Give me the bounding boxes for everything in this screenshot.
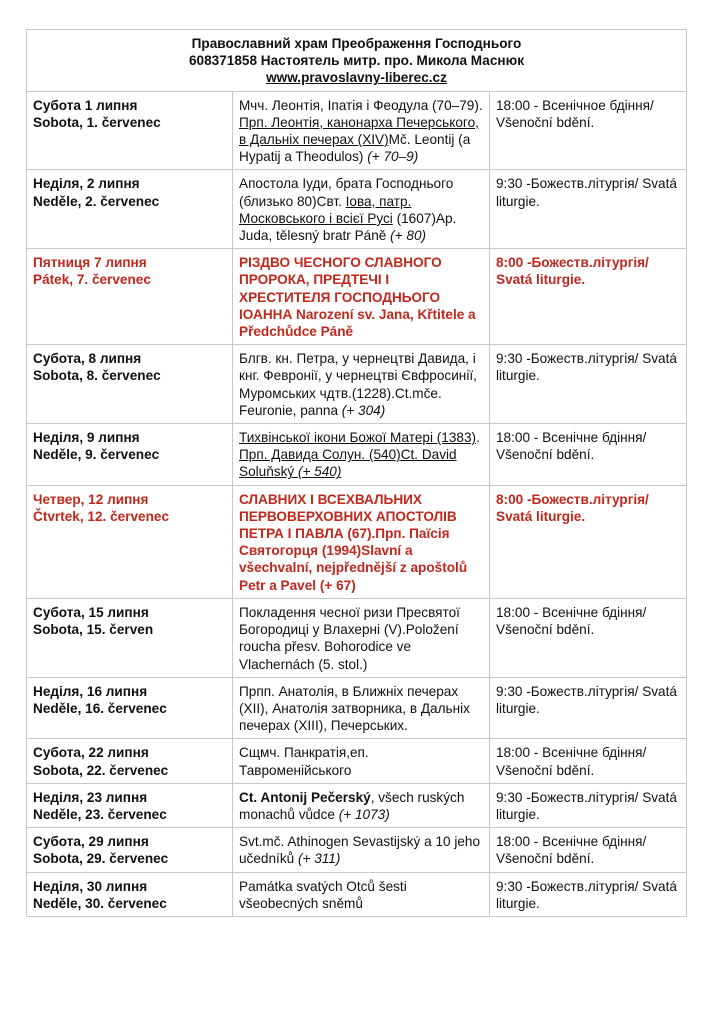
desc-year: (+ 70–9) (367, 149, 419, 165)
services-table (26, 29, 687, 917)
date-cell (27, 249, 233, 345)
desc-text: Památka svatých Otců šesti všeobecných sněmů (239, 878, 407, 911)
date-ua: Субота, 22 липня (33, 745, 149, 761)
date-cell (27, 170, 233, 249)
date-ua: Субота, 8 липня (33, 351, 142, 367)
date-cz: Neděle, 30. červenec (33, 895, 167, 911)
service-cell: 9:30 -Божеств.літургія/ Svatá liturgie. (490, 345, 687, 424)
date-cell (27, 345, 233, 424)
description-cell (233, 872, 490, 916)
date-cell (27, 424, 233, 486)
date-cz: Sobota, 8. červenec (33, 368, 161, 384)
date-ua: Пятниця 7 липня (33, 255, 147, 271)
desc-link: Прп. Леонтія, канонарха Печерського, в Дальніх печерах (XIV) (239, 114, 479, 148)
date-cz: Sobota, 1. červenec (33, 114, 161, 130)
desc-text: Svt.mč. Athinogen Sevastijský a 10 jeho učedníků (239, 834, 481, 867)
church-header (27, 30, 687, 92)
desc-text: (1607)Ap. Juda, tělesný bratr Páně (239, 210, 457, 244)
date-ua: Неділя, 30 липня (33, 878, 148, 894)
service-cell: 18:00 - Всенічне бдіння/ Všenoční bdění. (490, 739, 687, 783)
service-cell: 18:00 - Всенічне бдіння/ Všenoční bdění. (490, 828, 687, 872)
desc-link: Ct. David Soluňský (239, 447, 457, 480)
service-cell: 8:00 -Божеств.літургія/ Svatá liturgie. (490, 249, 687, 345)
desc-link: Прп. Давида Солун. (540) (239, 447, 401, 463)
website-link[interactable]: www.pravoslavny-liberec.cz (266, 70, 447, 86)
date-cell (27, 783, 233, 827)
desc-year: (+ 1073) (338, 806, 390, 822)
description-cell (233, 91, 490, 170)
date-ua: Субота, 29 липня (33, 834, 149, 850)
date-cz: Pátek, 7. červenec (33, 272, 151, 288)
date-ua: Четвер, 12 липня (33, 491, 149, 507)
service-cell: 9:30 -Божеств.літургія/ Svatá liturgie. (490, 872, 687, 916)
table-row (27, 677, 687, 739)
date-cell (27, 598, 233, 677)
description-cell (233, 598, 490, 677)
desc-text: Мč. Leontij (a Hypatij a Theodulos) (239, 132, 471, 165)
table-row (27, 828, 687, 872)
desc-text: Блгв. кн. Петра, у чернецтві Давида, і кнг. Февронії, у чернецтві Євфросинії, Муромських чдтв.(1228).Ct.mče. Feuronie, panna (239, 351, 477, 418)
table-row (27, 739, 687, 783)
desc-text: Сщмч. Панкратія,еп. Тавроменійського (239, 745, 369, 778)
date-cz: Sobota, 15. červen (33, 622, 154, 638)
desc-year: (+ 540) (297, 464, 342, 480)
date-ua: Неділя, 9 липня (33, 430, 140, 446)
description-cell (233, 783, 490, 827)
date-ua: Неділя, 2 липня (33, 176, 140, 192)
description-cell (233, 249, 490, 345)
date-cell (27, 828, 233, 872)
desc-year: (+ 304) (341, 402, 386, 418)
table-row (27, 345, 687, 424)
date-cz: Čtvrtek, 12. červenec (33, 508, 170, 524)
description-cell (233, 677, 490, 739)
service-cell: 18:00 - Всенічне бдіння/ Všenoční bdění. (490, 424, 687, 486)
date-ua: Неділя, 16 липня (33, 683, 148, 699)
table-row (27, 598, 687, 677)
header-row (27, 30, 687, 92)
date-ua: Субота 1 липня (33, 97, 138, 113)
desc-year: (+ 80) (390, 228, 427, 244)
table-row (27, 170, 687, 249)
desc-link: Тихвінської ікони Божої Матері (1383) (239, 430, 477, 446)
feast-row (27, 485, 687, 598)
description-cell (233, 345, 490, 424)
desc-text: РІЗДВО ЧЕСНОГО СЛАВНОГО ПРОРОКА, ПРЕДТЕЧІ І ХРЕСТИТЕЛЯ ГОСПОДНЬОГО ІОАННА Narození sv. Jana, Křtitele a Předchůdce Páně (239, 255, 476, 340)
date-cz: Sobota, 29. červenec (33, 851, 169, 867)
desc-text: Покладення чесної ризи Пресвятої Богородиці у Влахерні (V).Položení roucha přesv. Bohorodice ve Vlachernách (5. stol.) (239, 604, 460, 672)
desc-year: (+ 311) (297, 851, 341, 867)
date-cz: Neděle, 23. červenec (33, 806, 167, 822)
description-cell (233, 828, 490, 872)
date-cell (27, 872, 233, 916)
date-cell (27, 485, 233, 598)
desc-text: Апостола Іуди, брата Господнього (близько 80)Свт. (239, 176, 454, 209)
table-row (27, 91, 687, 170)
date-cz: Neděle, 16. červenec (33, 700, 167, 716)
date-cz: Sobota, 22. červenec (33, 762, 169, 778)
description-cell (233, 170, 490, 249)
desc-link: Іова, патр. Московського і всієї Русі (239, 193, 412, 226)
service-cell: 9:30 -Божеств.літургія/ Svatá liturgie. (490, 170, 687, 249)
desc-text: , všech ruských monachů vůdce (239, 789, 465, 822)
date-cz: Neděle, 9. červenec (33, 447, 160, 463)
service-cell: 18:00 - Всенічне бдіння/ Všenoční bdění. (490, 598, 687, 677)
desc-text: Мчч. Леонтія, Іпатія і Феодула (70–79). (239, 97, 483, 113)
service-cell: 8:00 -Божеств.літургія/ Svatá liturgie. (490, 485, 687, 598)
church-name: Православний храм Преображення Господнього (191, 36, 522, 51)
date-cz: Neděle, 2. červenec (33, 193, 160, 209)
table-row (27, 783, 687, 827)
service-cell: 9:30 -Божеств.літургія/ Svatá liturgie. (490, 677, 687, 739)
description-cell (233, 739, 490, 783)
service-cell: 9:30 -Божеств.літургія/ Svatá liturgie. (490, 783, 687, 827)
date-ua: Субота, 15 липня (33, 604, 149, 620)
feast-row (27, 249, 687, 345)
priest-contact: 608371858 Настоятель митр. про. Микола Маснюк (188, 53, 525, 69)
date-cell (27, 91, 233, 170)
description-cell (233, 424, 490, 486)
date-ua: Неділя, 23 липня (33, 789, 148, 805)
desc-saint-name: Ct. Antonij Pečerský (239, 789, 371, 805)
desc-text: СЛАВНИХ І ВСЕХВАЛЬНИХ ПЕРВОВЕРХОВНИХ АПОСТОЛІВ ПЕТРА І ПАВЛА (67).Прп. Паїсія Святогорця (1994)Slavní a všechvalní, nejpřednější z apoštolů Petr a Pavel (+ 67) (239, 491, 468, 593)
service-cell: 18:00 - Всенічное бдіння/ Všenoční bdění. (490, 91, 687, 170)
date-cell (27, 677, 233, 739)
desc-text: . (476, 430, 480, 446)
date-cell (27, 739, 233, 783)
desc-text: Прпп. Анатолія, в Ближніх печерах (XII), Анатолія затворника, в Дальніх печерах (XIII), Печерських. (239, 683, 470, 734)
table-row (27, 424, 687, 486)
table-row (27, 872, 687, 916)
description-cell (233, 485, 490, 598)
